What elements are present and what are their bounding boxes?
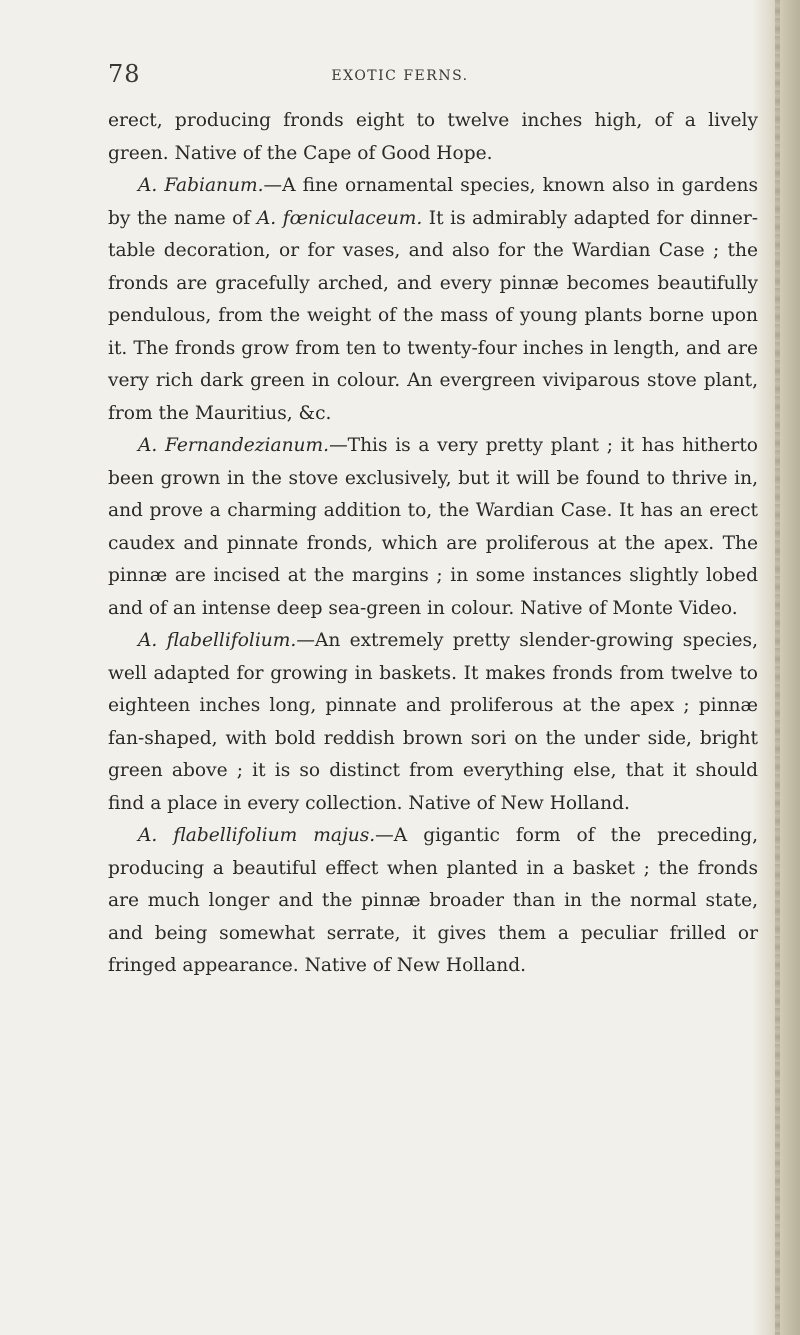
binding-edge bbox=[775, 0, 780, 1335]
entry-fernandezianum bbox=[108, 430, 758, 625]
entry-text: —A fine ornamental species, known also in gardens by the name of bbox=[108, 175, 758, 229]
entry-flabellifolium bbox=[108, 625, 758, 820]
body-text bbox=[108, 105, 758, 983]
species-name: flabellifolium. bbox=[166, 630, 297, 651]
entry-flabellifolium-majus bbox=[108, 820, 758, 983]
synonym-name: A. fœniculaceum. bbox=[256, 207, 423, 229]
running-head: EXOTIC FERNS. bbox=[331, 68, 469, 84]
entry-text-cont: It is admirably adapted for dinner-table decoration, or for vases, and also for the Wardian Case ; the fronds are gracefully arched, and every pinnæ becomes beautifully pendulous, from the weight of the mass of young plants borne upon it. The fronds grow from ten to twenty-four inches in length, and are very rich dark green in colour. An evergreen viviparous stove plant, from the Mauritius, &c. bbox=[108, 207, 758, 424]
genus-abbrev: A. bbox=[138, 175, 158, 196]
entry-text: —An extremely pretty slender-growing species, well adapted for growing in baskets. It makes fronds from twelve to eighteen inches long, pinnate and proliferous at the apex ; pinnæ fan-shaped, with bold reddish brown sori on the under side, bright green above ; it is so distinct from everything else, that it should find a place in every collection. Native of New Holland. bbox=[108, 630, 758, 814]
page-number: 78 bbox=[108, 60, 141, 88]
entry-fabianum bbox=[108, 170, 758, 430]
species-name: flabellifolium majus. bbox=[173, 825, 376, 846]
paragraph-continuation bbox=[108, 105, 758, 170]
paragraph-text: erect, producing fronds eight to twelve inches high, of a lively green. Native of the Cape of Good Hope. bbox=[108, 110, 758, 164]
genus-abbrev: A. bbox=[138, 825, 158, 846]
genus-abbrev: A. bbox=[138, 435, 158, 456]
genus-abbrev: A. bbox=[138, 630, 158, 651]
species-name: Fernandezianum. bbox=[165, 435, 330, 456]
entry-text: —A gigantic form of the preceding, producing a beautiful effect when planted in a basket ; the fronds are much longer and the pinnæ broader than in the normal state, and being somewhat serrate, it gives them a peculiar frilled or fringed appearance. Native of New Holland. bbox=[108, 825, 758, 976]
species-name: Fabianum. bbox=[164, 175, 264, 196]
entry-text: —This is a very pretty plant ; it has hitherto been grown in the stove exclusively, but it will be found to thrive in, and prove a charming addition to, the Wardian Case. It has an erect caudex and pinnate fronds, which are proliferous at the apex. The pinnæ are incised at the margins ; in some instances slightly lobed and of an intense deep sea-green in colour. Native of Monte Video. bbox=[108, 435, 758, 619]
